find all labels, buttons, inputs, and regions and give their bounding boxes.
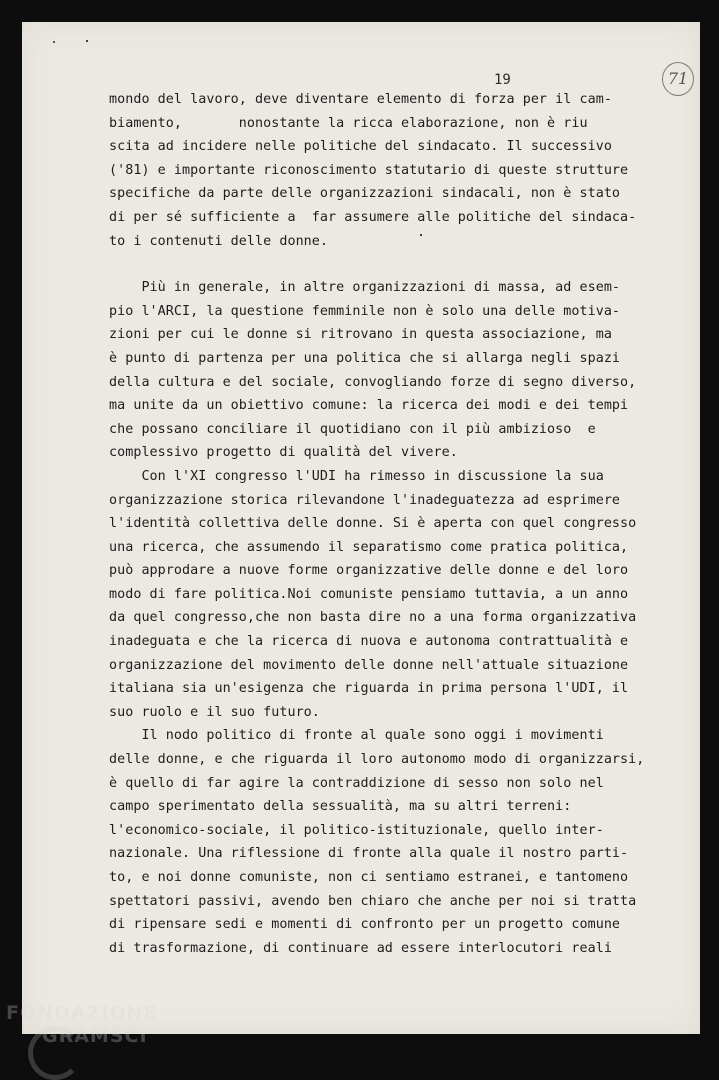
paragraph [109, 724, 669, 960]
page-number: 19 [494, 72, 511, 88]
text-line: Con l'XI congresso l'UDI ha rimesso in discussione la sua [109, 468, 604, 484]
text-line: biamento, nonostante la ricca elaborazione, non è riu [109, 115, 588, 131]
text-line: italiana sia un'esigenza che riguarda in prima persona l'UDI, il [109, 681, 629, 697]
text-line: Il nodo politico di fronte al quale sono oggi i movimenti [109, 728, 604, 744]
text-line: campo sperimentato della sessualità, ma su altri terreni: [109, 799, 572, 815]
text-line: organizzazione del movimento delle donne nell'attuale situazione [109, 657, 629, 673]
text-line: inadeguata e che la ricerca di nuova e autonoma contrattualità e [109, 634, 629, 650]
typed-text-body [109, 88, 669, 960]
text-line: suo ruolo e il suo futuro. [109, 704, 320, 720]
speck-dot [86, 40, 88, 42]
paragraph [109, 276, 669, 465]
text-line: l'economico-sociale, il politico-istituzionale, quello inter- [109, 822, 604, 838]
text-line: modo di fare politica.Noi comuniste pensiamo tuttavia, a un anno [109, 586, 629, 602]
speck-dot [53, 41, 55, 43]
paragraph [109, 88, 669, 253]
watermark-line-1: FONDAZIONE [6, 1002, 158, 1024]
g-logo-icon [28, 1026, 82, 1080]
text-line: da quel congresso,che non basta dire no a una forma organizzativa [109, 610, 637, 626]
text-line: mondo del lavoro, deve diventare elemento di forza per il cam- [109, 92, 612, 107]
archive-number-circled: 71 [662, 62, 694, 96]
text-line: zioni per cui le donne si ritrovano in questa associazione, ma [109, 327, 612, 343]
text-line: una ricerca, che assumendo il separatismo come pratica politica, [109, 539, 629, 555]
text-line: Più in generale, in altre organizzazioni di massa, ad esem- [109, 280, 621, 296]
text-line: è quello di far agire la contraddizione di sesso non solo nel [109, 775, 604, 791]
text-line: to i contenuti delle donne. [109, 233, 329, 249]
text-line: può approdare a nuove forme organizzative delle donne e del loro [109, 563, 629, 579]
text-line: di trasformazione, di continuare ad essere interlocutori reali [109, 940, 612, 956]
text-line: di per sé sufficiente a far assumere alle politiche del sindaca- [109, 209, 637, 225]
text-line: della cultura e del sociale, convogliando forze di segno diverso, [109, 374, 637, 390]
text-line: complessivo progetto di qualità del vivere. [109, 445, 458, 461]
text-line: che possano conciliare il quotidiano con il più ambizioso e [109, 421, 596, 437]
text-line: ma unite da un obiettivo comune: la ricerca dei modi e dei tempi [109, 398, 629, 414]
text-line: specifiche da parte delle organizzazioni sindacali, non è stato [109, 186, 621, 202]
text-line: di ripensare sedi e momenti di confronto per un progetto comune [109, 917, 621, 933]
text-line: scita ad incidere nelle politiche del sindacato. Il successivo [109, 139, 612, 155]
text-line: è punto di partenza per una politica che si allarga negli spazi [109, 350, 621, 366]
fondazione-gramsci-watermark [6, 1004, 157, 1046]
text-line: nazionale. Una riflessione di fronte alla quale il nostro parti- [109, 846, 629, 862]
text-line: pio l'ARCI, la questione femminile non è solo una delle motiva- [109, 303, 621, 319]
text-line: l'identità collettiva delle donne. Si è aperta con quel congresso [109, 516, 637, 532]
text-line: organizzazione storica rilevandone l'inadeguatezza ad esprimere [109, 492, 621, 508]
paragraph-gap [109, 253, 669, 276]
text-line: spettatori passivi, avendo ben chiaro che anche per noi si tratta [109, 893, 637, 909]
text-line: to, e noi donne comuniste, non ci sentiamo estranei, e tantomeno [109, 870, 629, 885]
watermark-line-2: GRAMSCI [42, 1025, 148, 1047]
paragraph [109, 465, 669, 725]
text-line: delle donne, e che riguarda il loro autonomo modo di organizzarsi, [109, 752, 645, 768]
text-line: ('81) e importante riconoscimento statutario di queste strutture [109, 162, 629, 178]
